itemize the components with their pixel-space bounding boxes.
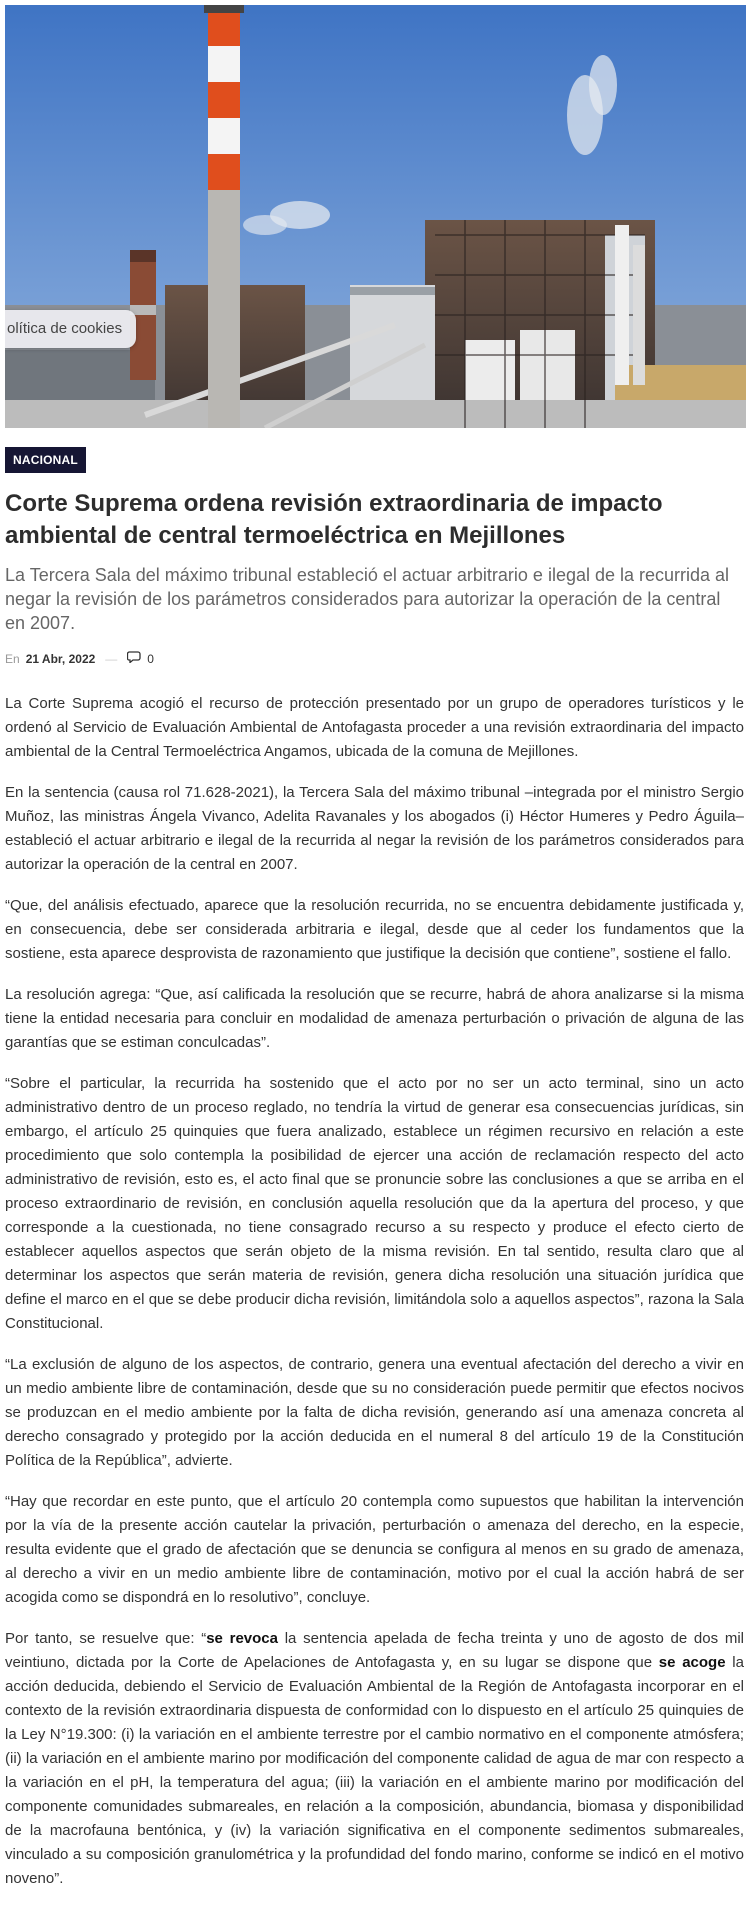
paragraph: “Sobre el particular, la recurrida ha sostenido que el acto por no ser un acto terminal, sino un acto administrativo dentro de un proceso reglado, no tendría la virtud de generar esa consecuencias jurídicas, sin embargo, el artículo 25 quinquies que fuera analizado, establece un régimen recursivo en relación a este procedimiento que solo contempla la posibilidad de ejercer una acción de reclamación respecto del acto administrativo de revisión, esto es, el acto final que se pronuncie sobre las conclusiones a que se arriba en el proceso extraordinario de revisión, en conclusión aquella resolución que da la apertura del proceso, y que corresponde a la cuestionada, no tiene consagrado recurso a su respecto y produce el efecto cierto de establecer aquellos aspectos que serán objeto de la misma revisión. En tal sentido, resulta claro que al determinar los aspectos que serán materia de revisión, genera dicha resolución una situación jurídica que define el marco en el que se debe producir dicha revisión, limitándola solo a aquellos aspectos”, razona la Sala Constitucional. [5, 1075, 744, 1332]
final-bold-revoca: se revoca [206, 1630, 278, 1647]
category-badge[interactable]: NACIONAL [5, 447, 86, 473]
comments-icon[interactable] [127, 651, 141, 666]
comments-count[interactable]: 0 [147, 651, 154, 666]
final-text-c: la sentencia apelada de fecha treinta y uno de agosto de dos mil veintiuno, dictada por la Corte de Apelaciones de Antofagasta y, en su lugar se dispone que [5, 1630, 745, 1671]
final-text-a: Por tanto, se resuelve que: “ [5, 1630, 207, 1647]
publish-date[interactable]: 21 Abr, 2022 [25, 651, 96, 666]
paragraph: La resolución agrega: “Que, así calificada la resolución que se recurre, habrá de ahora analizarse si la misma tiene la entidad necesaria para concluir en modalidad de amenaza perturbación o privación de alguna de las garantías que se estiman conculcadas”. [5, 986, 744, 1051]
meta-prefix: En [5, 651, 20, 666]
paragraph: “La exclusión de alguno de los aspectos, de contrario, genera una eventual afectación del derecho a vivir en un medio ambiente libre de contaminación, desde que su no consideración puede permitir que efectos nocivos se produzcan en el medio ambiente por la falta de dicha revisión, generando así una amenaza concreta al derecho consagrado y protegido por la acción deducida en el numeral 8 del artículo 19 de la Constitución Política de la República”, advierte. [5, 1356, 744, 1469]
cookie-policy-tab[interactable]: olítica de cookies [5, 310, 136, 348]
final-paragraph [5, 1627, 744, 1891]
meta-separator: — [105, 651, 118, 666]
article-title: Corte Suprema ordena revisión extraordinaria de impacto ambiental de central termoeléctrica en Mejillones [5, 490, 663, 549]
article-subtitle: La Tercera Sala del máximo tribunal estableció el actuar arbitrario e ilegal de la recurrida al negar la revisión de los parámetros considerados para autorizar la operación de la central en 2007. [5, 565, 730, 633]
hero-image [5, 5, 746, 428]
article-body [5, 692, 744, 1908]
article-meta [5, 651, 154, 666]
paragraph: “Hay que recordar en este punto, que el artículo 20 contempla como supuestos que habilitan la intervención por la vía de la presente acción cautelar la privación, perturbación o amenaza del derecho, en la especie, resulta evidente que el grado de afectación que se denuncia se configura al menos en su grado de amenaza, al derecho a vivir en un medio ambiente libre de contaminación, motivo por el cual la acción habrá de ser acogida como se dispondrá en lo resolutivo”, concluye. [5, 1493, 744, 1606]
final-text-e: la acción deducida, debiendo el Servicio de Evaluación Ambiental de la Región de Antofagasta incorporar en el contexto de la revisión extraordinaria dispuesta de conformidad con lo dispuesto en el artículo 25 quinquies de la Ley N°19.300: (i) la variación en el ambiente terrestre por el cambio normativo en el componente atmósfera; (ii) la variación en el ambiente marino por modificación del componente calidad de agua de mar con respecto a la variación en el pH, la temperatura del agua; (iii) la variación en el ambiente marino por modificación del componente comunidades submareales, en relación a la composición, abundancia, biomasa y disponibilidad de la macrofauna bentónica, y (iv) la variación significativa en el componente sedimentos submareales, vinculado a su composición granulométrica y la profundidad del fondo marino, conforme se indicó en el motivo noveno”. [5, 1654, 744, 1887]
paragraph: En la sentencia (causa rol 71.628-2021), la Tercera Sala del máximo tribunal –integrada por el ministro Sergio Muñoz, las ministras Ángela Vivanco, Adelita Ravanales y los abogados (i) Héctor Humeres y Pedro Águila– estableció el actuar arbitrario e ilegal de la recurrida al negar la revisión de los parámetros considerados para autorizar la operación de la central en 2007. [5, 784, 744, 873]
paragraph: La Corte Suprema acogió el recurso de protección presentado por un grupo de operadores turísticos y le ordenó al Servicio de Evaluación Ambiental de Antofagasta proceder a una revisión extraordinaria del impacto ambiental de la Central Termoeléctrica Angamos, ubicada de la comuna de Mejillones. [5, 695, 744, 760]
final-bold-acoge: se acoge [658, 1654, 726, 1671]
paragraph: “Que, del análisis efectuado, aparece que la resolución recurrida, no se encuentra debidamente justificada y, en consecuencia, debe ser considerada arbitraria e ilegal, desde que al ceder los fundamentos que la sostiene, esta aparece desprovista de razonamiento que justifique la decisión que contiene”, sostiene el fallo. [5, 897, 744, 962]
